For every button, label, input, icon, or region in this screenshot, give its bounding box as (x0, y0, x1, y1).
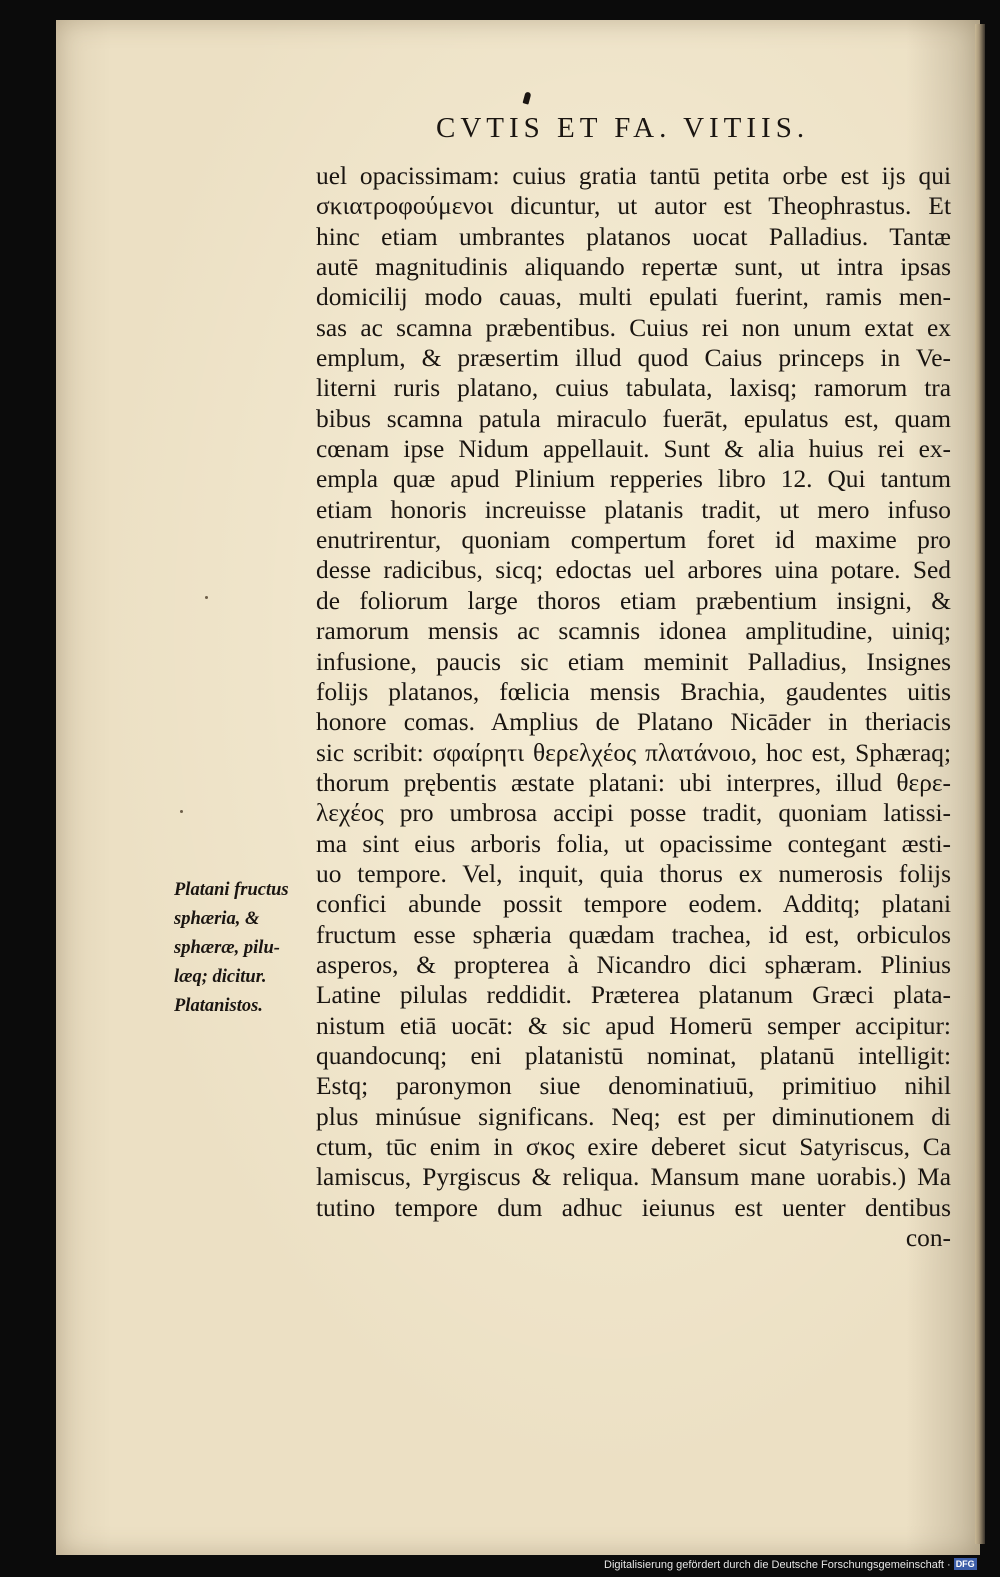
text-line: uo tempore. Vel, inquit, quia thorus ex numerosis folijs (316, 859, 951, 888)
text-line: emplum, & præsertim illud quod Caius princeps in Ve- (316, 344, 951, 373)
text-line: thorum prębentis æstate platani: ubi interpres, illud θερε- (316, 768, 951, 797)
text-line: literni ruris platano, cuius tabulata, laxisq; ramorum tra (316, 374, 951, 403)
text-line: honore comas. Amplius de Platano Nicāder in theriacis (316, 708, 951, 737)
text-line: infusione, paucis sic etiam meminit Palladius, Insignes (316, 647, 951, 676)
text-line: autē magnitudinis aliquando repertæ sunt, ut intra ipsas (316, 253, 951, 282)
marginal-line: Platanistos. (174, 996, 263, 1016)
text-line: ramorum mensis ac scamnis idonea amplitudine, uiniq; (316, 617, 951, 646)
marginal-note (174, 876, 309, 1021)
marginal-line: læq; dicitur. (174, 967, 267, 987)
text-line: etiam honoris increuisse platanis tradit, ut mero infuso (316, 495, 951, 524)
body-text (316, 161, 951, 1253)
text-line: de foliorum large thoros etiam præbentium insigni, & (316, 586, 951, 615)
text-line: domicilij modo cauas, multi epulati fuerint, ramis men- (316, 283, 951, 312)
text-line: ma sint eius arboris folia, ut opacissime contegant æsti- (316, 829, 951, 858)
text-line: uel opacissimam: cuius gratia tantū petita orbe est ijs qui (316, 162, 951, 190)
paper-speck (205, 596, 208, 599)
marginal-line: sphæræ, pilu- (174, 938, 280, 958)
dfg-logo: DFG (955, 1559, 975, 1569)
text-line: sas ac scamna præbentibus. Cuius rei non unum extat ex (316, 313, 951, 342)
text-line: quandocunq; eni platanistū nominat, platanū intelligit: (316, 1041, 951, 1070)
text-line: σκιατροφούμενοι dicuntur, ut autor est Theophrastus. Et (316, 192, 951, 221)
text-line: Estq; paronymon siue denominatiuū, primitiuo nihil (316, 1072, 951, 1101)
text-line: lamiscus, Pyrgiscus & reliqua. Mansum mane uorabis.) Ma (316, 1163, 951, 1192)
text-line: sic scribit: σφαίρητι θερελχέος πλατάνοιο, hoc est, Sphæraq; (316, 738, 951, 767)
digitization-credit (604, 1556, 996, 1574)
text-line: tutino tempore dum adhuc ieiunus est uenter dentibus (316, 1193, 951, 1222)
text-line: ctum, tūc enim in σκος exire deberet sicut Satyriscus, Ca (316, 1133, 951, 1161)
text-line: nistum etiā uocāt: & sic apud Homerū semper accipitur: (316, 1011, 951, 1040)
text-line: folijs platanos, fœlicia mensis Brachia, gaudentes uitis (316, 677, 951, 706)
text-line: desse radicibus, sicq; edoctas uel arbores uina potare. Sed (316, 556, 951, 585)
text-line: empla quæ apud Plinium repperies libro 12. Qui tantum (316, 465, 951, 494)
marginal-line: Platani fructus (174, 880, 289, 900)
credit-text: Digitalisierung gefördert durch die Deutsche Forschungsgemeinschaft · (604, 1559, 951, 1571)
text-line: confici abunde possit tempore eodem. Additq; platani (316, 890, 951, 919)
marginal-line: sphæria, & (174, 909, 260, 929)
running-head: CVTIS ET FA. VITIIS. (436, 112, 810, 144)
text-line: fructum esse sphæria quædam trachea, id est, orbiculos (316, 920, 951, 949)
text-line: hinc etiam umbrantes platanos uocat Palladius. Tantæ (316, 222, 951, 251)
text-line: plus minúsue significans. Neq; est per diminutionem di (316, 1102, 951, 1131)
text-line: cœnam ipse Nidum appellauit. Sunt & alia huius rei ex- (316, 435, 951, 464)
page-edge (975, 24, 985, 1544)
catchword: con- (905, 1224, 951, 1253)
text-line: Latine pilulas reddidit. Præterea platanum Græci plata- (316, 981, 951, 1010)
text-line: enutrirentur, quoniam compertum foret id maxime pro (316, 526, 951, 555)
text-line: λεχέος pro umbrosa accipi posse tradit, quoniam latissi- (316, 799, 951, 828)
paper-speck (180, 810, 183, 813)
text-line: bibus scamna patula miraculo fuerāt, epulatus est, quam (316, 404, 951, 433)
text-line: asperos, & propterea à Nicandro dici sphæram. Plinius (316, 950, 951, 979)
